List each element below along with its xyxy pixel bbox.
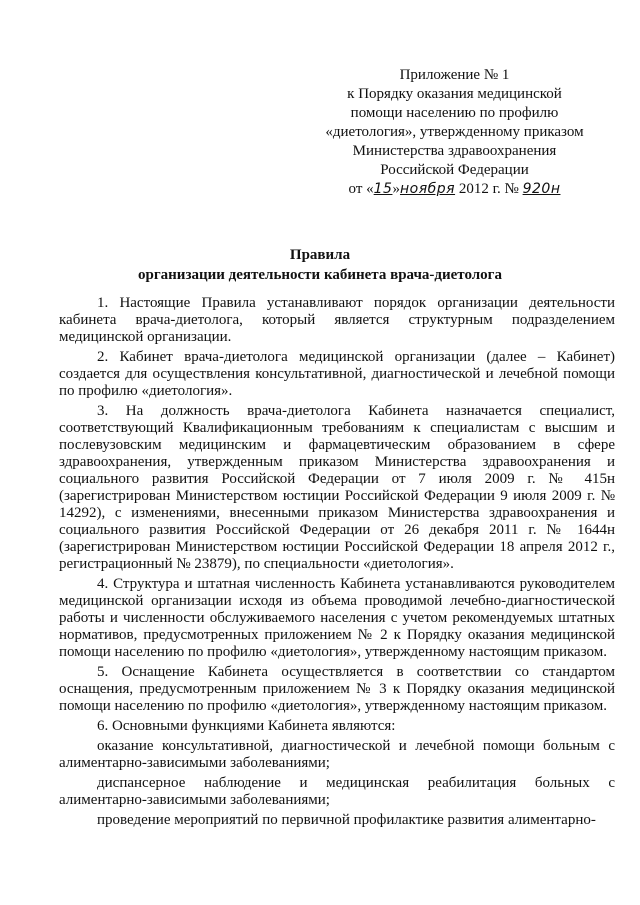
document-body — [59, 295, 615, 829]
paragraph-2: 2. Кабинет врача-диетолога медицинской организации (далее – Кабинет) создается для осуществления консультативной, диагностической и лечебной помощи по профилю «диетология». — [59, 349, 615, 399]
appendix-number: Приложение № 1 — [399, 67, 510, 83]
function-item-1: оказание консультативной, диагностической и лечебной помощи больным с алиментарно-зависимыми заболеваниями; — [59, 738, 615, 771]
paragraph-6: 6. Основными функциями Кабинета являются: — [97, 718, 396, 734]
handwritten-day: 15 — [373, 181, 393, 197]
appendix-line-3: помощи населению по профилю — [350, 105, 559, 121]
order-date-line — [322, 180, 587, 199]
appendix-line-4: «диетология», утвержденному приказом — [325, 124, 584, 140]
paragraph-1: 1. Настоящие Правила устанавливают порядок организации деятельности кабинета врача-диетолога, который является структурным подразделением медицинской организации. — [59, 295, 615, 345]
paragraph-5: 5. Оснащение Кабинета осуществляется в соответствии со стандартом оснащения, предусмотренным приложением № 3 к Порядку оказания медицинской помощи населению по профилю «диетология», утвержденному настоящим приказом. — [59, 664, 615, 714]
date-mid: » — [392, 181, 400, 197]
appendix-header — [322, 66, 587, 199]
handwritten-month: ноября — [399, 181, 456, 197]
title-line-1: Правила — [289, 247, 351, 263]
title-line-2: организации деятельности кабинета врача-диетолога — [138, 267, 502, 283]
function-item-3: проведение мероприятий по первичной профилактике развития алиментарно- — [97, 812, 596, 828]
appendix-line-2: к Порядку оказания медицинской — [347, 86, 562, 102]
paragraph-4: 4. Структура и штатная численность Кабинета устанавливаются руководителем медицинской организации исходя из объема проводимой лечебно-диагностической работы и численности обслуживаемого населения с учетом рекомендуемых штатных нормативов, предусмотренных приложением № 2 к Порядку оказания медицинской помощи населению по профилю «диетология», утвержденному настоящим приказом. — [59, 576, 615, 660]
function-item-2: диспансерное наблюдение и медицинская реабилитация больных с алиментарно-зависимыми заболеваниями; — [59, 775, 615, 808]
paragraph-3: 3. На должность врача-диетолога Кабинета назначается специалист, соответствующий Квалификационным требованиям к специалистам с высшим и послевузовским медицинским и фармацевтическим образованием в сфере здравоохранения, утвержденным приказом Министерства здравоохранения и социального развития Российской Федерации от 7 июля 2009 г. № 415н (зарегистрирован Министерством юстиции Российской Федерации 9 июля 2009 г. № 14292), с изменениями, внесенными приказом Министерства здравоохранения и социального развития Российской Федерации от 26 декабря 2011 г. № 1644н (зарегистрирован Министерством юстиции Российской Федерации 18 апреля 2012 г., регистрационный № 23879), по специальности «диетология». — [59, 403, 615, 572]
date-year: 2012 г. № — [455, 181, 523, 197]
appendix-line-6: Российской Федерации — [380, 162, 529, 178]
date-prefix: от « — [348, 181, 374, 197]
handwritten-order-number: 920н — [522, 181, 561, 197]
document-title — [0, 245, 640, 285]
appendix-line-5: Министерства здравоохранения — [352, 143, 557, 159]
